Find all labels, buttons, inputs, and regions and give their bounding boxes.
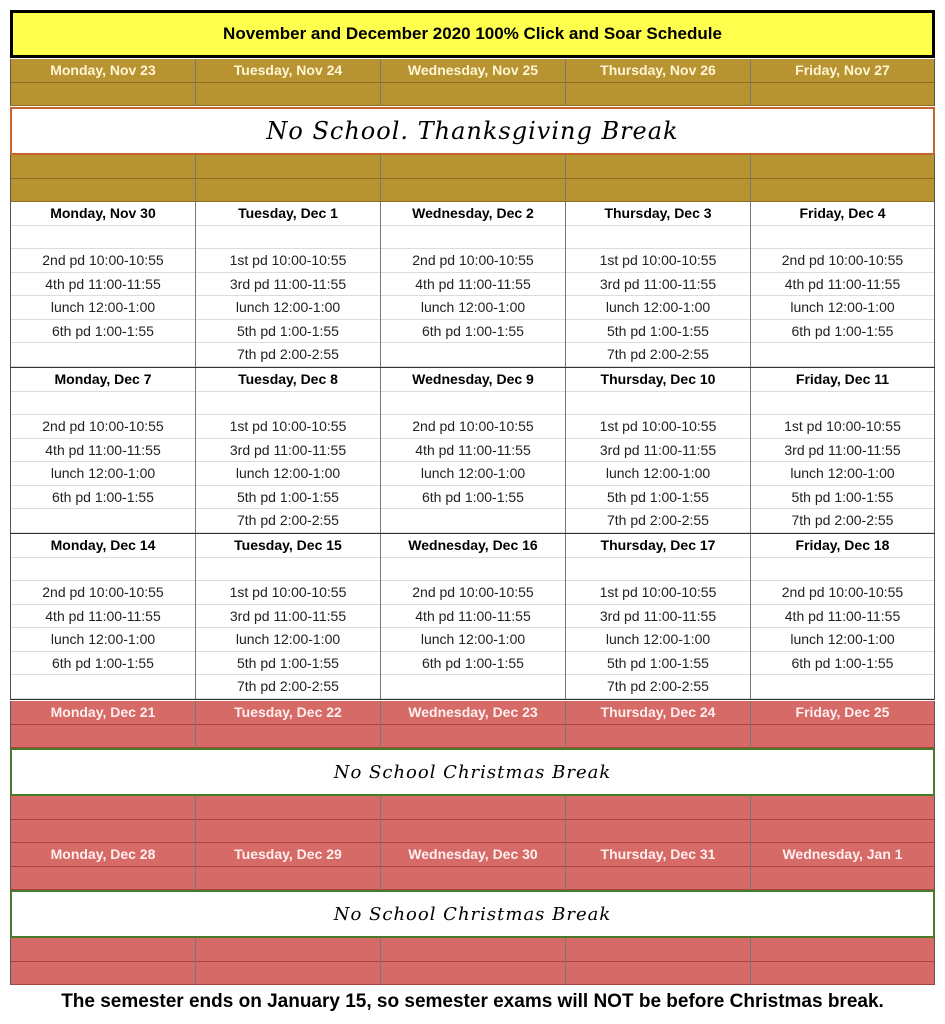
empty-cell — [381, 83, 565, 107]
day-header: Friday, Dec 25 — [751, 701, 934, 725]
day-column — [10, 155, 195, 202]
empty-cell — [196, 938, 380, 962]
day-column — [750, 534, 935, 699]
empty-cell — [196, 155, 380, 179]
period-cell: 3rd pd 11:00-11:55 — [566, 605, 750, 629]
period-cell: 1st pd 10:00-10:55 — [196, 249, 380, 273]
day-column — [195, 155, 380, 202]
day-header: Monday, Dec 7 — [11, 368, 195, 392]
empty-cell — [196, 962, 380, 986]
week-dec21-header-band — [10, 701, 935, 748]
period-cell: lunch 12:00-1:00 — [11, 296, 195, 320]
day-header: Tuesday, Dec 8 — [196, 368, 380, 392]
empty-cell — [196, 226, 380, 250]
empty-cell — [196, 725, 380, 749]
period-cell: 7th pd 2:00-2:55 — [566, 509, 750, 533]
thanksgiving-banner: No School. Thanksgiving Break — [10, 107, 935, 155]
day-column — [565, 843, 750, 890]
day-column — [565, 368, 750, 533]
period-cell: 2nd pd 10:00-10:55 — [751, 581, 934, 605]
empty-cell — [381, 392, 565, 416]
day-header: Tuesday, Dec 29 — [196, 843, 380, 867]
day-header: Wednesday, Jan 1 — [751, 843, 934, 867]
day-header: Wednesday, Dec 30 — [381, 843, 565, 867]
period-cell — [751, 343, 934, 367]
period-cell: 6th pd 1:00-1:55 — [751, 320, 934, 344]
period-cell: lunch 12:00-1:00 — [196, 462, 380, 486]
empty-cell — [566, 392, 750, 416]
day-column — [10, 534, 195, 699]
empty-cell — [751, 820, 934, 844]
day-column — [750, 701, 935, 748]
period-cell: 5th pd 1:00-1:55 — [196, 320, 380, 344]
period-cell: 4th pd 11:00-11:55 — [751, 605, 934, 629]
empty-cell — [11, 179, 195, 203]
period-cell: 1st pd 10:00-10:55 — [196, 581, 380, 605]
empty-cell — [751, 725, 934, 749]
christmas-banner-2: No School Christmas Break — [10, 890, 935, 938]
empty-cell — [751, 867, 934, 891]
day-column — [565, 202, 750, 367]
day-column — [565, 534, 750, 699]
day-column — [195, 701, 380, 748]
empty-cell — [751, 938, 934, 962]
empty-cell — [751, 962, 934, 986]
empty-cell — [751, 558, 934, 582]
day-column — [380, 701, 565, 748]
period-cell: 6th pd 1:00-1:55 — [381, 652, 565, 676]
day-column — [565, 701, 750, 748]
day-header: Tuesday, Dec 1 — [196, 202, 380, 226]
empty-cell — [381, 226, 565, 250]
period-cell: 4th pd 11:00-11:55 — [381, 273, 565, 297]
period-cell: lunch 12:00-1:00 — [751, 296, 934, 320]
day-column — [750, 59, 935, 106]
period-cell: 5th pd 1:00-1:55 — [751, 486, 934, 510]
day-header: Monday, Nov 23 — [11, 59, 195, 83]
day-column — [380, 843, 565, 890]
period-cell: 6th pd 1:00-1:55 — [11, 486, 195, 510]
week-dec28-header-band — [10, 843, 935, 890]
day-column — [10, 701, 195, 748]
week-dec21-footer-band — [10, 796, 935, 843]
week-nov23-header-band — [10, 59, 935, 106]
empty-cell — [11, 867, 195, 891]
week-nov30 — [10, 202, 935, 368]
period-cell: 5th pd 1:00-1:55 — [566, 486, 750, 510]
day-header: Thursday, Dec 10 — [566, 368, 750, 392]
empty-cell — [11, 796, 195, 820]
period-cell: 2nd pd 10:00-10:55 — [751, 249, 934, 273]
empty-cell — [566, 83, 750, 107]
empty-cell — [751, 226, 934, 250]
empty-cell — [566, 796, 750, 820]
schedule-title: November and December 2020 100% Click and Soar Schedule — [10, 10, 935, 58]
day-header: Thursday, Nov 26 — [566, 59, 750, 83]
day-column — [380, 796, 565, 843]
day-header: Wednesday, Nov 25 — [381, 59, 565, 83]
period-cell — [11, 675, 195, 699]
empty-cell — [381, 179, 565, 203]
period-cell: 4th pd 11:00-11:55 — [11, 605, 195, 629]
day-header: Tuesday, Dec 22 — [196, 701, 380, 725]
period-cell: lunch 12:00-1:00 — [566, 296, 750, 320]
period-cell: 2nd pd 10:00-10:55 — [381, 415, 565, 439]
day-column — [10, 796, 195, 843]
period-cell: 1st pd 10:00-10:55 — [566, 249, 750, 273]
empty-cell — [566, 226, 750, 250]
empty-cell — [381, 820, 565, 844]
day-column — [750, 368, 935, 533]
day-column — [565, 59, 750, 106]
period-cell: 7th pd 2:00-2:55 — [566, 343, 750, 367]
empty-cell — [381, 867, 565, 891]
day-column — [10, 202, 195, 367]
empty-cell — [196, 558, 380, 582]
period-cell: 3rd pd 11:00-11:55 — [196, 605, 380, 629]
christmas-banner-1: No School Christmas Break — [10, 748, 935, 796]
period-cell — [381, 509, 565, 533]
empty-cell — [11, 155, 195, 179]
period-cell — [381, 343, 565, 367]
empty-cell — [566, 179, 750, 203]
day-header: Monday, Dec 28 — [11, 843, 195, 867]
day-column — [10, 59, 195, 106]
day-column — [10, 843, 195, 890]
day-column — [565, 155, 750, 202]
day-header: Thursday, Dec 31 — [566, 843, 750, 867]
empty-cell — [196, 179, 380, 203]
period-cell: 5th pd 1:00-1:55 — [566, 652, 750, 676]
day-header: Friday, Dec 11 — [751, 368, 934, 392]
day-column — [195, 368, 380, 533]
period-cell: lunch 12:00-1:00 — [381, 462, 565, 486]
period-cell: 3rd pd 11:00-11:55 — [196, 439, 380, 463]
period-cell: lunch 12:00-1:00 — [566, 628, 750, 652]
period-cell: 4th pd 11:00-11:55 — [11, 439, 195, 463]
period-cell: 6th pd 1:00-1:55 — [11, 320, 195, 344]
period-cell: lunch 12:00-1:00 — [196, 628, 380, 652]
period-cell: lunch 12:00-1:00 — [196, 296, 380, 320]
empty-cell — [381, 962, 565, 986]
empty-cell — [566, 938, 750, 962]
empty-cell — [196, 820, 380, 844]
day-column — [750, 843, 935, 890]
period-cell: 7th pd 2:00-2:55 — [751, 509, 934, 533]
period-cell: 3rd pd 11:00-11:55 — [196, 273, 380, 297]
period-cell: 1st pd 10:00-10:55 — [566, 415, 750, 439]
period-cell: lunch 12:00-1:00 — [381, 628, 565, 652]
empty-cell — [751, 83, 934, 107]
day-header: Thursday, Dec 24 — [566, 701, 750, 725]
day-column — [195, 534, 380, 699]
day-header: Tuesday, Dec 15 — [196, 534, 380, 558]
day-column — [10, 368, 195, 533]
day-column — [380, 938, 565, 985]
day-header: Thursday, Dec 17 — [566, 534, 750, 558]
day-column — [195, 59, 380, 106]
day-header: Monday, Nov 30 — [11, 202, 195, 226]
day-column — [750, 202, 935, 367]
day-header: Thursday, Dec 3 — [566, 202, 750, 226]
empty-cell — [381, 725, 565, 749]
empty-cell — [11, 725, 195, 749]
period-cell: 3rd pd 11:00-11:55 — [566, 273, 750, 297]
period-cell: 7th pd 2:00-2:55 — [196, 675, 380, 699]
day-header: Monday, Dec 14 — [11, 534, 195, 558]
period-cell: 6th pd 1:00-1:55 — [381, 320, 565, 344]
period-cell: 6th pd 1:00-1:55 — [381, 486, 565, 510]
period-cell: 4th pd 11:00-11:55 — [381, 605, 565, 629]
period-cell: 2nd pd 10:00-10:55 — [11, 581, 195, 605]
empty-cell — [381, 558, 565, 582]
empty-cell — [11, 820, 195, 844]
empty-cell — [751, 392, 934, 416]
day-column — [380, 59, 565, 106]
empty-cell — [11, 392, 195, 416]
period-cell: 5th pd 1:00-1:55 — [566, 320, 750, 344]
period-cell — [11, 509, 195, 533]
period-cell: lunch 12:00-1:00 — [381, 296, 565, 320]
empty-cell — [751, 155, 934, 179]
period-cell: 5th pd 1:00-1:55 — [196, 486, 380, 510]
week-dec7 — [10, 368, 935, 534]
day-header: Friday, Dec 18 — [751, 534, 934, 558]
empty-cell — [11, 226, 195, 250]
period-cell: 4th pd 11:00-11:55 — [751, 273, 934, 297]
day-column — [565, 938, 750, 985]
period-cell: lunch 12:00-1:00 — [566, 462, 750, 486]
period-cell: 1st pd 10:00-10:55 — [566, 581, 750, 605]
period-cell: 1st pd 10:00-10:55 — [196, 415, 380, 439]
period-cell: 2nd pd 10:00-10:55 — [381, 581, 565, 605]
empty-cell — [566, 820, 750, 844]
period-cell — [11, 343, 195, 367]
empty-cell — [566, 867, 750, 891]
week-nov23-footer-band — [10, 155, 935, 202]
period-cell: 1st pd 10:00-10:55 — [751, 415, 934, 439]
period-cell: 4th pd 11:00-11:55 — [381, 439, 565, 463]
period-cell: 6th pd 1:00-1:55 — [751, 652, 934, 676]
empty-cell — [381, 155, 565, 179]
day-header: Wednesday, Dec 23 — [381, 701, 565, 725]
empty-cell — [11, 962, 195, 986]
period-cell: lunch 12:00-1:00 — [751, 628, 934, 652]
period-cell — [381, 675, 565, 699]
day-header: Monday, Dec 21 — [11, 701, 195, 725]
period-cell: 6th pd 1:00-1:55 — [11, 652, 195, 676]
day-column — [380, 368, 565, 533]
day-column — [10, 938, 195, 985]
semester-note: The semester ends on January 15, so semester exams will NOT be before Christmas break. — [61, 991, 884, 1012]
period-cell: 5th pd 1:00-1:55 — [196, 652, 380, 676]
empty-cell — [566, 962, 750, 986]
period-cell: 7th pd 2:00-2:55 — [196, 343, 380, 367]
day-column — [565, 796, 750, 843]
week-dec14 — [10, 534, 935, 700]
day-column — [195, 843, 380, 890]
empty-cell — [566, 155, 750, 179]
period-cell: 3rd pd 11:00-11:55 — [566, 439, 750, 463]
day-column — [195, 202, 380, 367]
empty-cell — [196, 796, 380, 820]
empty-cell — [751, 796, 934, 820]
period-cell: lunch 12:00-1:00 — [11, 462, 195, 486]
day-header: Wednesday, Dec 9 — [381, 368, 565, 392]
day-column — [195, 796, 380, 843]
day-header: Friday, Dec 4 — [751, 202, 934, 226]
day-column — [750, 938, 935, 985]
period-cell: lunch 12:00-1:00 — [751, 462, 934, 486]
empty-cell — [381, 938, 565, 962]
day-column — [380, 202, 565, 367]
day-column — [750, 796, 935, 843]
empty-cell — [381, 796, 565, 820]
empty-cell — [566, 725, 750, 749]
empty-cell — [196, 867, 380, 891]
period-cell: lunch 12:00-1:00 — [11, 628, 195, 652]
period-cell: 7th pd 2:00-2:55 — [196, 509, 380, 533]
day-column — [195, 938, 380, 985]
period-cell — [751, 675, 934, 699]
day-column — [380, 534, 565, 699]
day-header: Wednesday, Dec 16 — [381, 534, 565, 558]
period-cell: 2nd pd 10:00-10:55 — [11, 249, 195, 273]
empty-cell — [196, 392, 380, 416]
period-cell: 3rd pd 11:00-11:55 — [751, 439, 934, 463]
day-header: Tuesday, Nov 24 — [196, 59, 380, 83]
empty-cell — [11, 938, 195, 962]
day-header: Wednesday, Dec 2 — [381, 202, 565, 226]
period-cell: 4th pd 11:00-11:55 — [11, 273, 195, 297]
period-cell: 7th pd 2:00-2:55 — [566, 675, 750, 699]
day-header: Friday, Nov 27 — [751, 59, 934, 83]
empty-cell — [11, 83, 195, 107]
empty-cell — [566, 558, 750, 582]
day-column — [380, 155, 565, 202]
period-cell: 2nd pd 10:00-10:55 — [381, 249, 565, 273]
week-dec28-footer-band — [10, 938, 935, 985]
period-cell: 2nd pd 10:00-10:55 — [11, 415, 195, 439]
empty-cell — [196, 83, 380, 107]
empty-cell — [751, 179, 934, 203]
empty-cell — [11, 558, 195, 582]
day-column — [750, 155, 935, 202]
